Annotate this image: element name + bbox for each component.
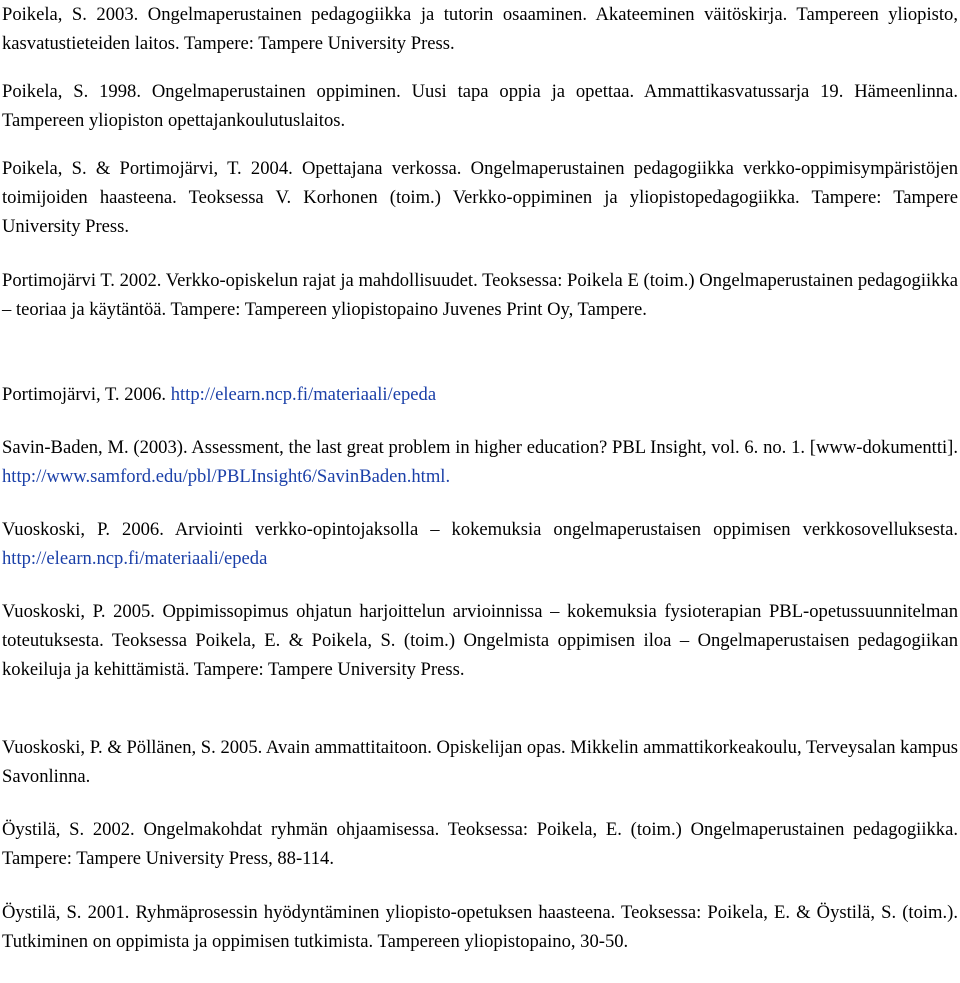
reference-entry [2, 433, 958, 491]
reference-entry [2, 815, 958, 873]
reference-entry [2, 266, 958, 324]
reference-text: Poikela, S. 2003. Ongelmaperustainen pedagogiikka ja tutorin osaaminen. Akateeminen väitöskirja. Tampereen yliopisto, kasvatustieteiden laitos. Tampere: Tampere University Press. [2, 4, 958, 54]
reference-text: Poikela, S. 1998. Ongelmaperustainen oppiminen. Uusi tapa oppia ja opettaa. Ammattikasvatussarja 19. Hämeenlinna. Tampereen yliopiston opettajankoulutuslaitos. [2, 81, 958, 131]
reference-entry [2, 154, 958, 241]
reference-entry [2, 380, 958, 409]
reference-entry [2, 0, 958, 58]
reference-entry [2, 597, 958, 684]
reference-text: Vuoskoski, P. & Pöllänen, S. 2005. Avain ammattitaitoon. Opiskelijan opas. Mikkelin ammattikorkeakoulu, Terveysalan kampus Savonlinna. [2, 737, 958, 787]
reference-entry [2, 733, 958, 791]
reference-text: Poikela, S. & Portimojärvi, T. 2004. Opettajana verkossa. Ongelmaperustainen pedagogiikka verkko-oppimisympäristöjen toimijoiden haasteena. Teoksessa V. Korhonen (toim.) Verkko-oppiminen ja yliopistopedagogiikka. Tampere: Tampere University Press. [2, 158, 958, 237]
reference-text: Vuoskoski, P. 2005. Oppimissopimus ohjatun harjoittelun arvioinnissa – kokemuksia fysioterapian PBL-opetussuunnitelman toteutuksesta. Teoksessa Poikela, E. & Poikela, S. (toim.) Ongelmista oppimisen iloa – Ongelmaperustaisen pedagogiikan kokeiluja ja kehittämistä. Tampere: Tampere University Press. [2, 601, 958, 680]
reference-entry [2, 515, 958, 573]
reference-text: Vuoskoski, P. 2006. Arviointi verkko-opintojaksolla – kokemuksia ongelmaperustaisen oppimisen verkkosovelluksesta. [2, 519, 958, 540]
reference-text: Portimojärvi, T. 2006. [2, 384, 171, 405]
reference-link[interactable]: http://www.samford.edu/pbl/PBLInsight6/SavinBaden.html. [2, 466, 451, 487]
reference-text: Portimojärvi T. 2002. Verkko-opiskelun rajat ja mahdollisuudet. Teoksessa: Poikela E (toim.) Ongelmaperustainen pedagogiikka – teoriaa ja käytäntöä. Tampere: Tampereen yliopistopaino Juvenes Print Oy, Tampere. [2, 270, 958, 320]
reference-link[interactable]: http://elearn.ncp.fi/materiaali/epeda [170, 384, 437, 405]
reference-entry [2, 77, 958, 135]
reference-text: Savin-Baden, M. (2003). Assessment, the last great problem in higher education? PBL Insight, vol. 6. no. 1. [www-dokumentti]. [2, 437, 958, 458]
reference-entry [2, 898, 958, 956]
reference-link[interactable]: http://elearn.ncp.fi/materiaali/epeda [2, 548, 268, 569]
reference-text: Öystilä, S. 2002. Ongelmakohdat ryhmän ohjaamisessa. Teoksessa: Poikela, E. (toim.) Ongelmaperustainen pedagogiikka. Tampere: Tampere University Press, 88-114. [2, 819, 958, 869]
reference-text: Öystilä, S. 2001. Ryhmäprosessin hyödyntäminen yliopisto-opetuksen haasteena. Teoksessa: Poikela, E. & Öystilä, S. (toim.). Tutkiminen on oppimista ja oppimisen tutkimista. Tampereen yliopistopaino, 30-50. [2, 902, 958, 952]
